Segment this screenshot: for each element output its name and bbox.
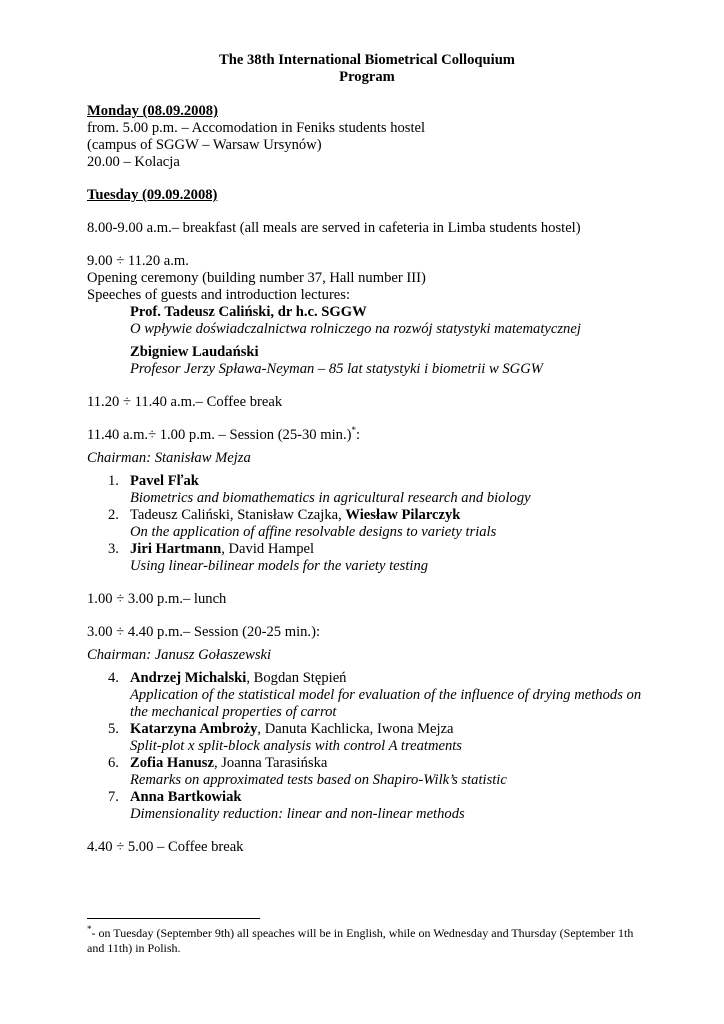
speeches-line: Speeches of guests and introduction lectures:: [87, 287, 351, 303]
item-number: 4.: [108, 670, 119, 686]
speaker-block-1: [87, 304, 647, 338]
item-number: 6.: [108, 755, 119, 771]
author-bold: Pavel Fľak: [130, 473, 199, 489]
author-bold: Zofia Hanusz: [130, 755, 214, 771]
author-plain: Tadeusz Caliński, Stanisław Czajka,: [130, 507, 346, 523]
speaker-name: Prof. Tadeusz Caliński, dr h.c. SGGW: [130, 304, 367, 320]
list-item: [87, 755, 647, 789]
session-1-chairman: Chairman: Stanisław Mejza: [87, 450, 251, 466]
author-plain: , Joanna Tarasińska: [213, 755, 328, 771]
footnote-mark: *: [87, 924, 92, 934]
item-number: 1.: [108, 473, 119, 489]
item-number: 5.: [108, 721, 119, 737]
session-2-talk-list: [87, 670, 647, 823]
list-item: [87, 670, 647, 721]
program-page: [87, 52, 647, 856]
talk-title: Split-plot x split-block analysis with control A treatments: [130, 738, 462, 754]
item-number: 7.: [108, 789, 119, 805]
monday-line-1: from. 5.00 p.m. – Accomodation in Feniks students hostel: [87, 120, 426, 136]
coffee-break-1: 11.20 ÷ 11.40 a.m.– Coffee break: [87, 394, 283, 410]
item-number: 3.: [108, 541, 119, 557]
footnote-marker: *: [351, 425, 356, 436]
list-item: [87, 541, 647, 575]
document-title: The 38th International Biometrical Colloquium: [219, 52, 515, 68]
monday-line-3: 20.00 – Kolacja: [87, 154, 180, 170]
author-plain: , Danuta Kachlicka, Iwona Mejza: [257, 721, 454, 737]
talk-title: Application of the statistical model for evaluation of the influence of drying methods on the mechanical properties of carrot: [130, 687, 642, 720]
author-bold: Jiri Hartmann: [130, 541, 222, 557]
speaker-block-2: [87, 344, 647, 378]
author-bold: Anna Bartkowiak: [130, 789, 242, 805]
speaker-name: Zbigniew Laudański: [130, 344, 259, 360]
author-plain: , Bogdan Stępień: [246, 670, 347, 686]
footnote: [87, 926, 647, 956]
opening-time: 9.00 ÷ 11.20 a.m.: [87, 253, 189, 269]
footnote-divider: [87, 918, 260, 919]
tuesday-heading: Tuesday (09.09.2008): [87, 187, 218, 203]
session-1-time: [87, 427, 647, 444]
session-2-chairman: Chairman: Janusz Gołaszewski: [87, 647, 272, 663]
document-subtitle: Program: [339, 69, 395, 85]
author-bold: Wiesław Pilarczyk: [345, 507, 461, 523]
talk-title: Using linear-bilinear models for the variety testing: [130, 558, 429, 574]
list-item: [87, 721, 647, 755]
lecture-title: O wpływie doświadczalnictwa rolniczego na rozwój statystyki matematycznej: [130, 321, 581, 337]
session-1-colon: :: [355, 427, 361, 443]
talk-title: Remarks on approximated tests based on Shapiro-Wilk’s statistic: [130, 772, 507, 788]
session-1-talk-list: [87, 473, 647, 575]
opening-ceremony: Opening ceremony (building number 37, Hall number III): [87, 270, 426, 286]
coffee-break-2: 4.40 ÷ 5.00 – Coffee break: [87, 839, 244, 855]
footnote-text: - on Tuesday (September 9th) all speaches will be in English, while on Wednesday and Thursday (September 1th and 11th) in Polish.: [87, 926, 634, 955]
talk-title: Biometrics and biomathematics in agricultural research and biology: [130, 490, 531, 506]
item-number: 2.: [108, 507, 119, 523]
session-2-time: 3.00 ÷ 4.40 p.m.– Session (20-25 min.):: [87, 624, 320, 640]
list-item: [87, 507, 647, 541]
breakfast-line: 8.00-9.00 a.m.– breakfast (all meals are served in cafeteria in Limba students hostel): [87, 220, 581, 236]
lecture-title: Profesor Jerzy Spława-Neyman – 85 lat statystyki i biometrii w SGGW: [130, 361, 543, 377]
session-1-time-text: 11.40 a.m.÷ 1.00 p.m. – Session (25-30 min.): [87, 427, 352, 443]
list-item: [87, 473, 647, 507]
list-item: [87, 789, 647, 823]
monday-heading: Monday (08.09.2008): [87, 103, 218, 119]
author-bold: Katarzyna Ambroży: [130, 721, 258, 737]
author-plain: , David Hampel: [221, 541, 315, 557]
monday-line-2: (campus of SGGW – Warsaw Ursynów): [87, 137, 322, 153]
author-bold: Andrzej Michalski: [130, 670, 247, 686]
talk-title: On the application of affine resolvable designs to variety trials: [130, 524, 497, 540]
talk-title: Dimensionality reduction: linear and non-linear methods: [130, 806, 465, 822]
lunch-line: 1.00 ÷ 3.00 p.m.– lunch: [87, 591, 227, 607]
